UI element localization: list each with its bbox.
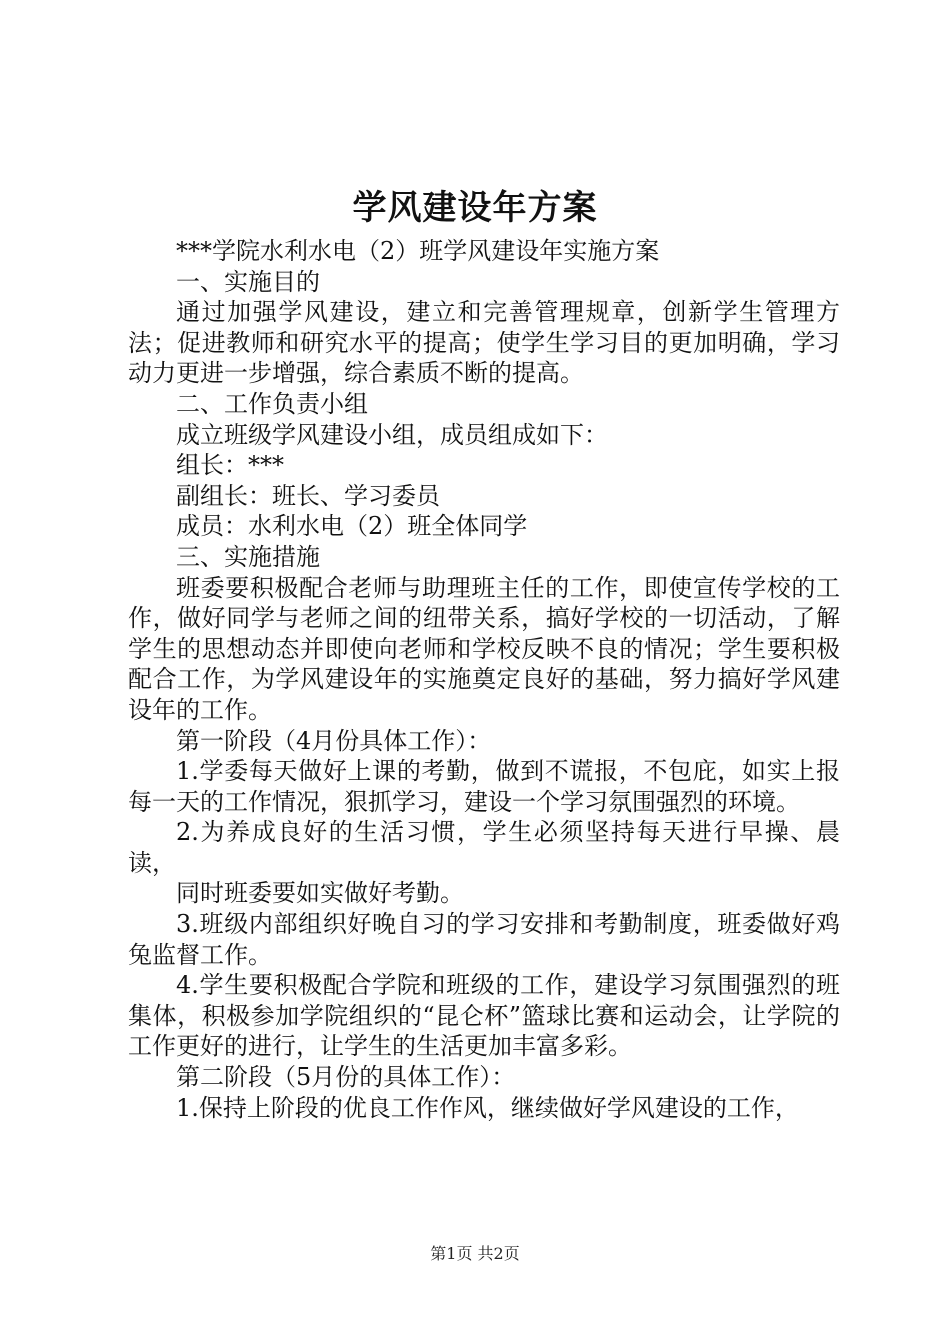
paragraph-stage-two-item-1: 1.保持上阶段的优良工作作风，继续做好学风建设的工作， [176,1093,799,1122]
paragraph-group-deputy: 副组长：班长、学习委员 [176,481,440,510]
paragraph-purpose: 通过加强学风建设，建立和完善管理规章，创新学生管理方法；促进教师和研究水平的提高；使学生学习目的更加明确，学习动力更进一步增强，综合素质不断的提高。 [128,298,840,388]
paragraph-group-leader: 组长：*** [176,451,284,480]
page-footer: 第1页 共2页 [430,1244,520,1263]
paragraph-measures: 班委要积极配合老师与助理班主任的工作，即使宣传学校的工作，做好同学与老师之间的纽带关系，搞好学校的一切活动，了解学生的思想动态并即使向老师和学校反映不良的情况；学生要积极配合工作，为学风建设年的实施奠定良好的基础，努力搞好学风建设年的工作。 [128,573,840,724]
document-body [128,236,840,1123]
paragraph-stage-one-item-2-cont: 同时班委要如实做好考勤。 [176,879,464,908]
paragraph-stage-one-item-2: 2.为养成良好的生活习惯，学生必须坚持每天进行早操、晨读， [128,818,840,877]
paragraph-stage-one-heading: 第一阶段（4月份具体工作）： [176,726,492,755]
document-title: 学风建设年方案 [352,188,598,228]
paragraph-subtitle: ***学院水利水电（2）班学风建设年实施方案 [176,237,660,265]
paragraph-stage-two-heading: 第二阶段（5月份的具体工作）： [176,1063,516,1092]
paragraph-stage-one-item-3: 3.班级内部组织好晚自习的学习安排和考勤制度，班委做好鸡兔监督工作。 [128,910,840,969]
paragraph-stage-one-item-4: 4.学生要积极配合学院和班级的工作，建设学习氛围强烈的班集体，积极参加学院组织的“昆仑杯”篮球比赛和运动会，让学院的工作更好的进行，让学生的生活更加丰富多彩。 [128,971,840,1061]
section-heading-group: 二、工作负责小组 [176,389,368,418]
section-heading-measures: 三、实施措施 [176,542,320,571]
section-heading-purpose: 一、实施目的 [176,267,320,296]
paragraph-stage-one-item-1: 1.学委每天做好上课的考勤，做到不谎报，不包庇，如实上报每一天的工作情况，狠抓学习，建设一个学习氛围强烈的环境。 [128,757,840,816]
paragraph-group-members: 成员：水利水电（2）班全体同学 [176,512,528,541]
paragraph-group-intro: 成立班级学风建设小组，成员组成如下： [176,420,608,449]
